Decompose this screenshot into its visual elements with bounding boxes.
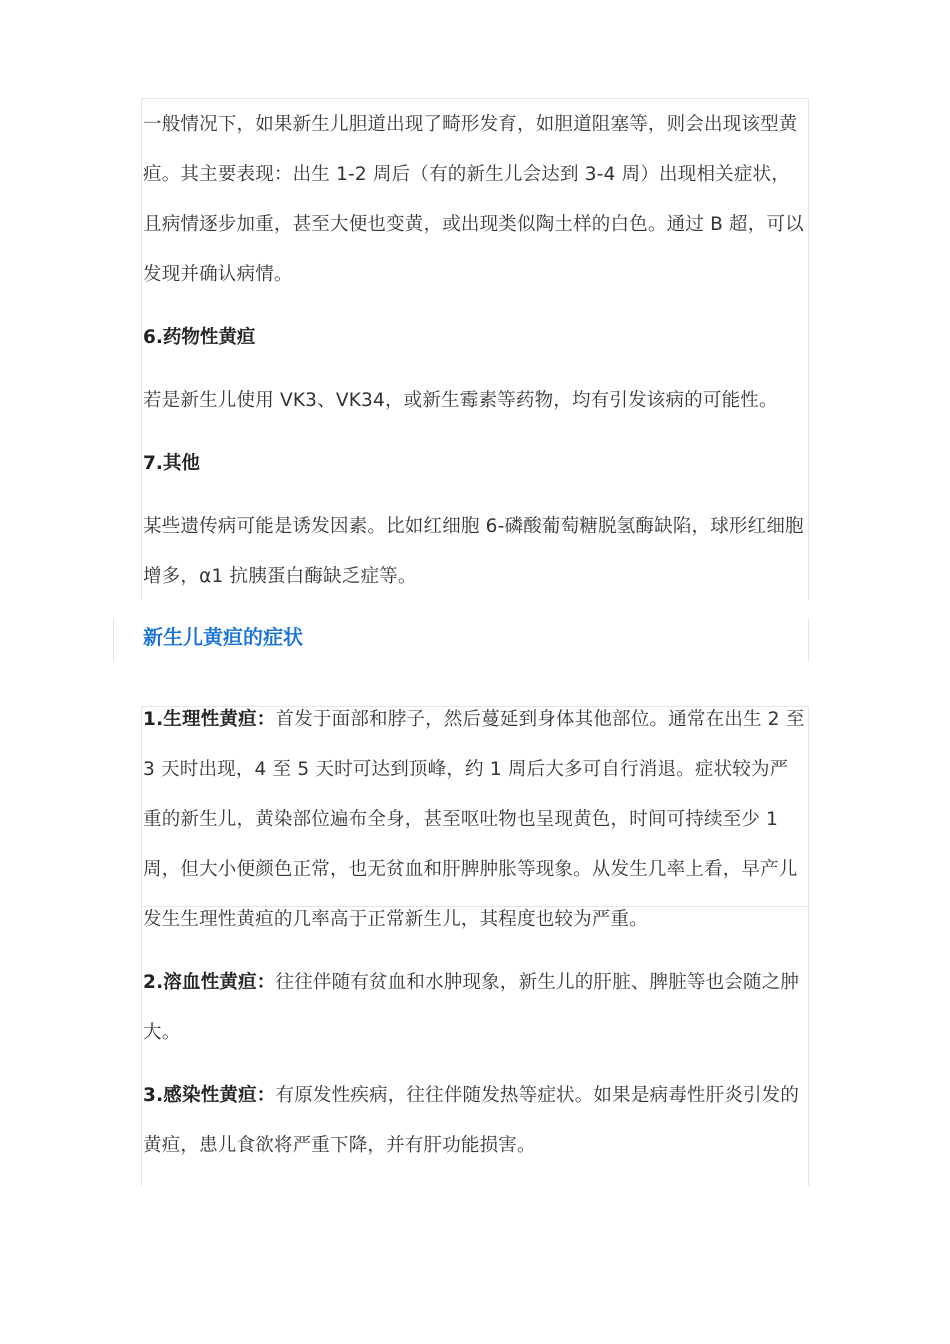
section-title: 新生儿黄疸的症状: [143, 625, 303, 649]
frame-line: [141, 98, 142, 600]
symptom-item-1: [143, 695, 807, 945]
frame-line: [808, 98, 809, 600]
symptom-paragraph: [143, 1071, 807, 1171]
frame-line: [141, 706, 142, 906]
symptom-text: 首发于面部和脖子，然后蔓延到身体其他部位。通常在出生 2 至 3 天时出现，4 至 5 天时可达到顶峰，约 1 周后大多可自行消退。症状较为严重的新生儿，黄染部位遍布全身，甚至呕吐物也呈现黄色，时间可持续至少 1 周，但大小便颜色正常，也无贫血和肝脾肿胀等现象。从发生几率上看，早产儿发生生理性黄疸的几率高于正常新生儿，其程度也较为严重。: [143, 709, 805, 930]
frame-line: [808, 618, 809, 662]
frame-line: [113, 618, 114, 662]
symptom-item-2: [143, 958, 807, 1058]
intro-paragraph: 一般情况下，如果新生儿胆道出现了畸形发育，如胆道阻塞等，则会出现该型黄疸。其主要表现：出生 1-2 周后（有的新生儿会达到 3-4 周）出现相关症状，且病情逐步加重，甚至大便也变黄，或出现类似陶土样的白色。通过 B 超，可以发现并确认病情。: [143, 114, 804, 285]
frame-line: [141, 98, 809, 99]
symptom-item-3: [143, 1071, 807, 1171]
symptom-label: 1.生理性黄疸：: [143, 709, 276, 730]
symptom-paragraph: [143, 958, 807, 1058]
upper-content: [143, 100, 807, 602]
symptom-text: 往往伴随有贫血和水肿现象，新生儿的肝脏、脾脏等也会随之肿大。: [143, 972, 800, 1043]
symptom-text: 有原发性疾病，往往伴随发热等症状。如果是病毒性肝炎引发的黄疸，患儿食欲将严重下降，并有肝功能损害。: [143, 1085, 800, 1156]
symptom-label: 2.溶血性黄疸：: [143, 972, 276, 993]
item7-text: 某些遗传病可能是诱发因素。比如红细胞 6-磷酸葡萄糖脱氢酶缺陷，球形红细胞增多，α1 抗胰蛋白酶缺乏症等。: [143, 516, 804, 587]
item6-text: 若是新生儿使用 VK3、VK34，或新生霉素等药物，均有引发该病的可能性。: [143, 390, 778, 411]
symptom-paragraph: [143, 695, 807, 945]
item7-heading: 7.其他: [143, 453, 200, 474]
symptom-label: 3.感染性黄疸：: [143, 1085, 276, 1106]
frame-line: [141, 906, 142, 1186]
frame-line: [808, 706, 809, 1186]
item6-heading: 6.药物性黄疸: [143, 327, 256, 348]
